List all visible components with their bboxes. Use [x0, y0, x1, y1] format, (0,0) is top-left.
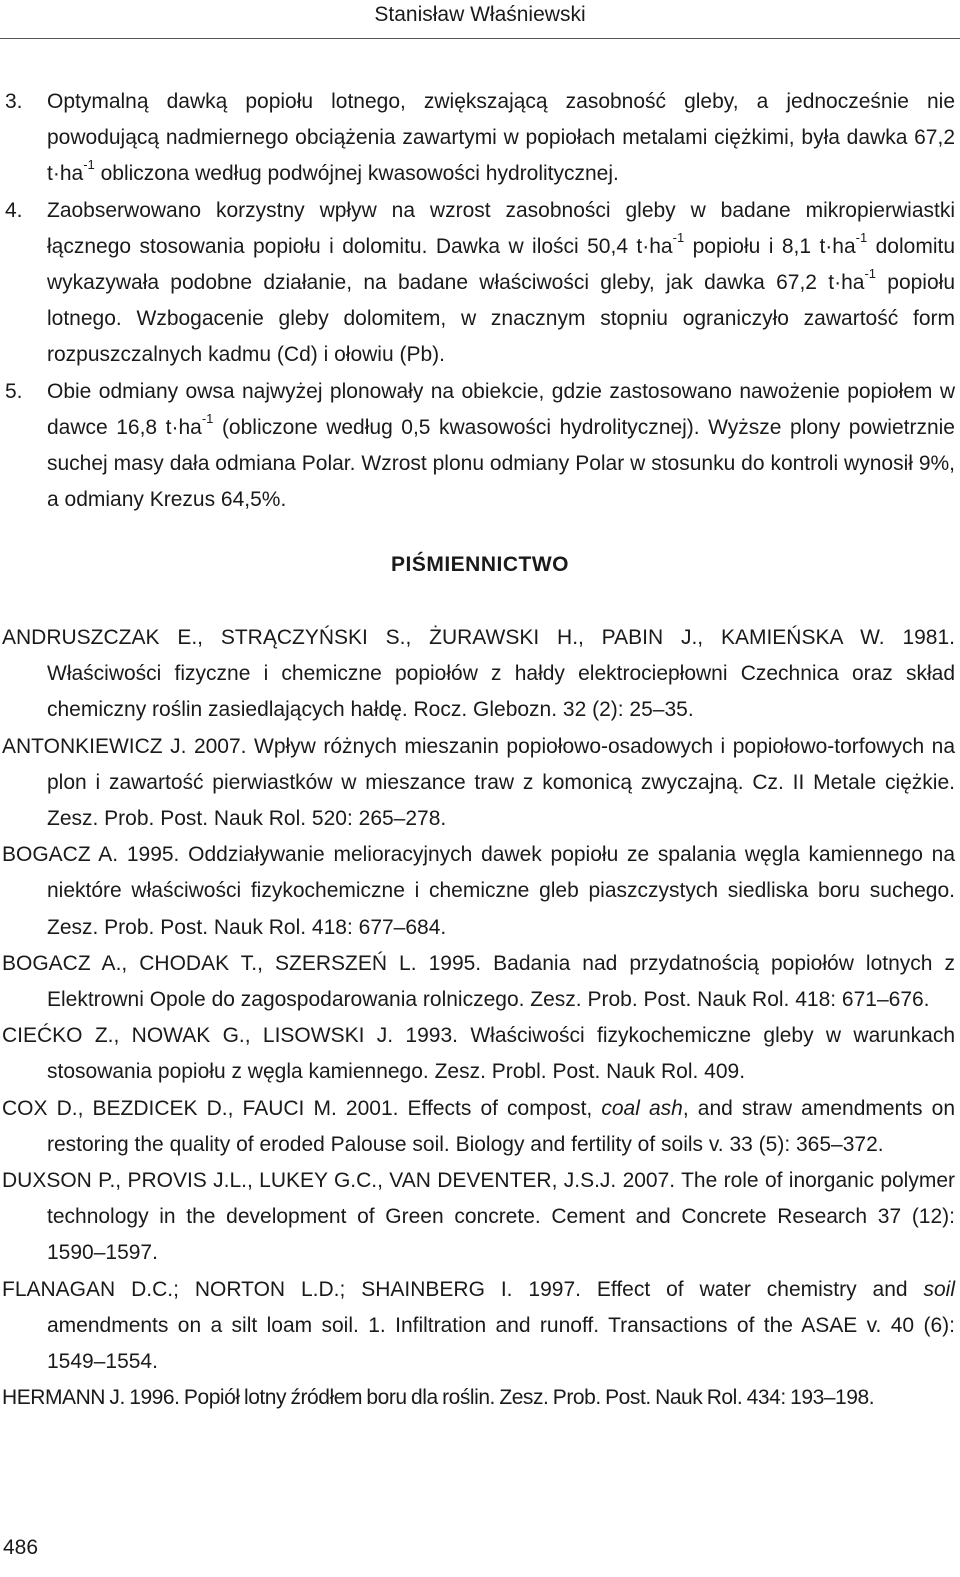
reference-entry: BOGACZ A., CHODAK T., SZERSZEŃ L. 1995. Badania nad przydatnością popiołów lotnych z Elektrowni Opole do zagospodarowania rolniczego. Zesz. Prob. Post. Nauk Rol. 418: 671–676. [2, 951, 955, 1012]
item-number: 4. [5, 198, 23, 222]
item-number: 5. [5, 379, 23, 403]
running-head: Stanisław Właśniewski [374, 3, 586, 26]
reference-entry: CIEĆKO Z., NOWAK G., LISOWSKI J. 1993. Właściwości fizykochemiczne gleby w warunkach stosowania popiołu z węgla kamiennego. Zesz. Probl. Post. Nauk Rol. 409. [2, 1024, 955, 1084]
references-list [0, 620, 955, 1416]
reference-entry: HERMANN J. 1996. Popiół lotny źródłem boru dla roślin. Zesz. Prob. Post. Nauk Rol. 434: 193–198. [2, 1386, 875, 1410]
reference-entry: BOGACZ A. 1995. Oddziaływanie melioracyjnych dawek popiołu ze spalania węgla kamiennego na niektóre właściwości fizykochemiczne i chemiczne gleb piaszczystych siedliska boru suchego. Zesz. Prob. Post. Nauk Rol. 418: 677–684. [2, 843, 955, 939]
header-divider [0, 38, 960, 39]
reference-entry: FLANAGAN D.C.; NORTON L.D.; SHAINBERG I. 1997. Effect of water chemistry and soil amendments on a silt loam soil. 1. Infiltration and runoff. Transactions of the ASAE v. 40 (6): 1549–1554. [2, 1277, 955, 1374]
page-number: 486 [3, 1536, 39, 1559]
reference-entry: DUXSON P., PROVIS J.L., LUKEY G.C., VAN DEVENTER, J.S.J. 2007. The role of inorganic polymer technology in the development of Green concrete. Cement and Concrete Research 37 (12): 1590–1597. [2, 1169, 956, 1265]
conclusion-item: 4. Zaobserwowano korzystny wpływ na wzrost zasobności gleby w badane mikropierwiastki łącznego stosowania popiołu i dolomitu. Dawka w ilości 50,4 $t\cdot ha^{-1}$ popiołu i 8,1 $t\cdot ha^{-1}$ dolomitu wykazywała podobne działanie, na badane właściwości gleby, jak dawka 67,2 $t\cdot ha^{-1}$ popiołu lotnego. Wzbogacenie gleby dolomitem, w znacznym stopniu ograniczyło zawartość form rozpuszczalnych kadmu (Cd) i ołowiu (Pb). [0, 193, 955, 374]
reference-entry: COX D., BEZDICEK D., FAUCI M. 2001. Effects of compost, coal ash, and straw amendments on restoring the quality of eroded Palouse soil. Biology and fertility of soils v. 33 (5): 365–372. [2, 1096, 956, 1156]
conclusion-item: 5. Obie odmiany owsa najwyżej plonowały na obiekcie, gdzie zastosowano nawożenie popiołem w dawce 16,8 $t\cdot ha^{-1}$ (obliczone według 0,5 kwasowości hydrolitycznej). Wyższe plony powietrznie suchej masy dała odmiana Polar. Wzrost plonu odmiany Polar w stosunku do kontroli wynosił 9%, a odmiany Krezus 64,5%. [0, 374, 955, 519]
conclusion-item: 3. Optymalną dawką popiołu lotnego, zwiększającą zasobność gleby, a jednocześnie nie powodującą nadmiernego obciążenia zawartymi w popiołach metalami ciężkimi, była dawka 67,2 $t\cdot ha^{-1}$ obliczona według podwójnej kwasowości hydrolitycznej. [0, 84, 955, 193]
reference-entry: ANDRUSZCZAK E., STRĄCZYŃSKI S., ŻURAWSKI H., PABIN J., KAMIEŃSKA W. 1981. Właściwości fizyczne i chemiczne popiołów z hałdy elektrociepłowni Czechnica oraz skład chemiczny roślin zasiedlających hałdę. Rocz. Glebozn. 32 (2): 25–35. [2, 626, 955, 722]
reference-entry: ANTONKIEWICZ J. 2007. Wpływ różnych mieszanin popiołowo-osadowych i popiołowo-torfowych na plon i zawartość pierwiastków w mieszance traw z komonicą zwyczajną. Cz. II Metale ciężkie. Zesz. Prob. Post. Nauk Rol. 520: 265–278. [2, 734, 956, 831]
item-number: 3. [5, 90, 23, 113]
conclusions-list [0, 84, 955, 518]
references-heading: PIŚMIENNICTWO [391, 553, 569, 576]
